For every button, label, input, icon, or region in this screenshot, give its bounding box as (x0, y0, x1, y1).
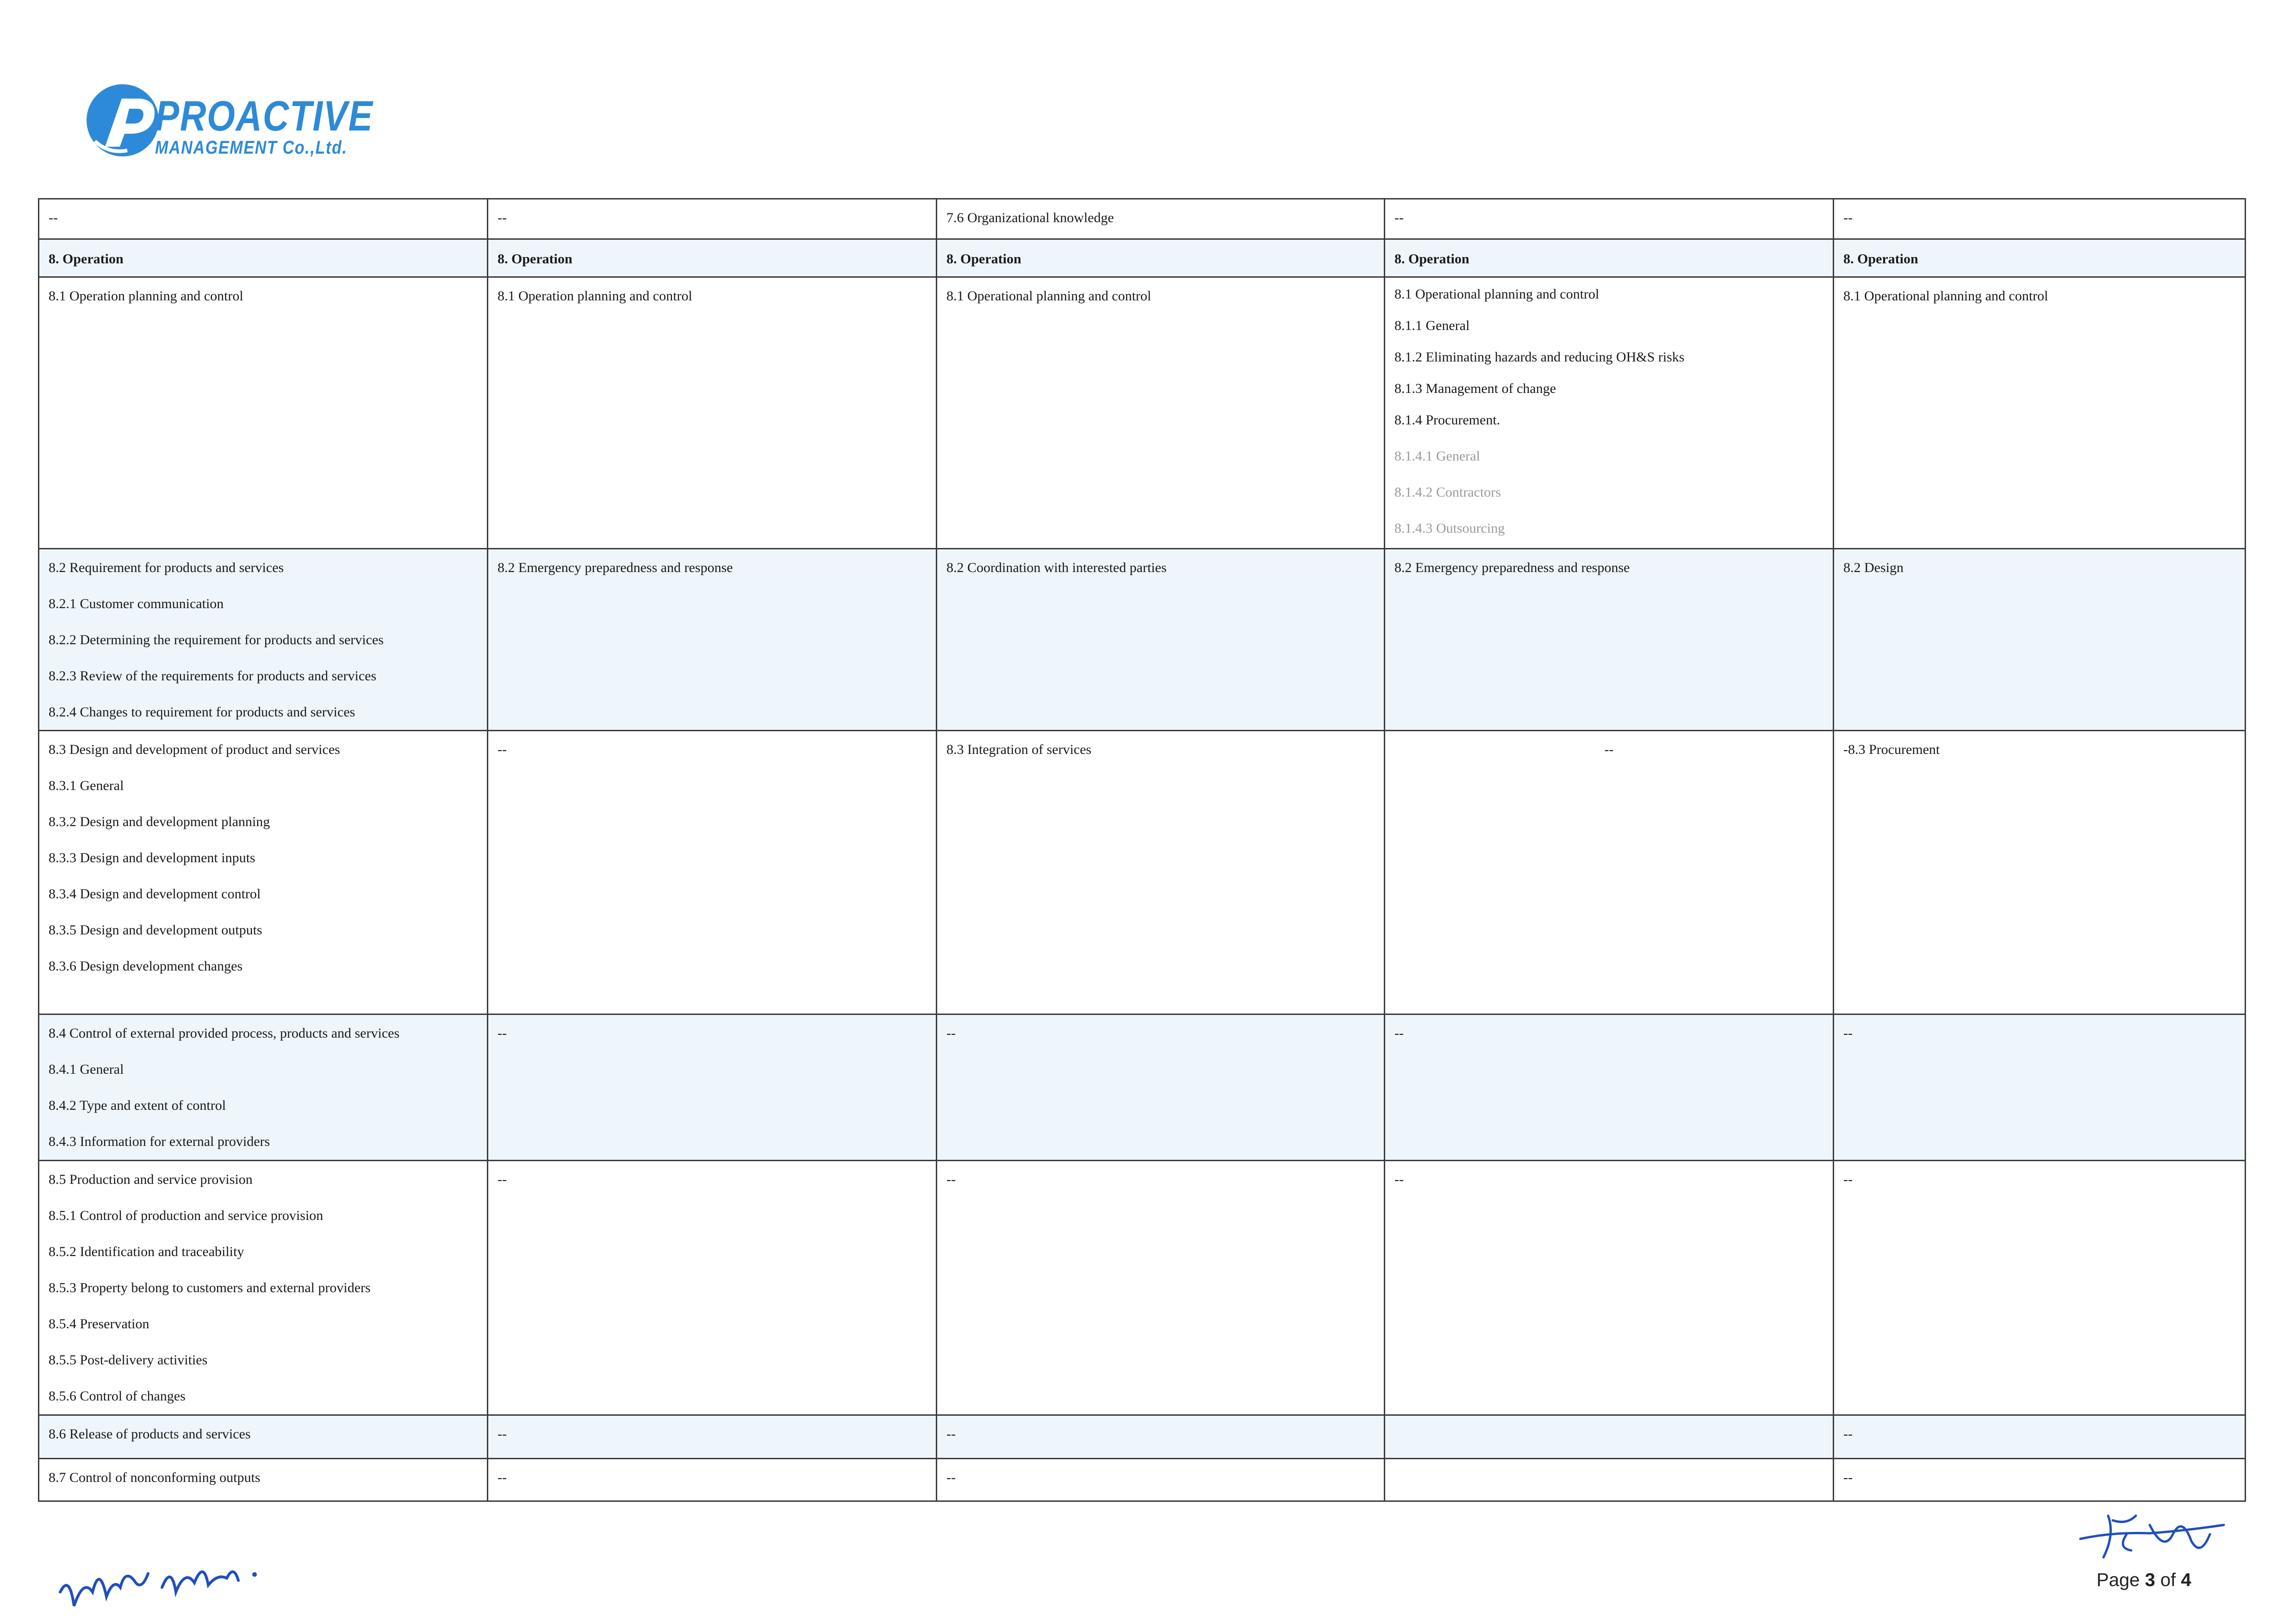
handwritten-signature-right (2071, 1506, 2238, 1567)
cell-text: 8.3.4 Design and development control (49, 886, 261, 902)
table-cell (1385, 1161, 1834, 1415)
cell-text: 8.3.5 Design and development outputs (49, 922, 262, 938)
cell-text: 8.4 Control of external provided process, products and services (49, 1026, 400, 1041)
table-cell (1385, 1014, 1834, 1161)
cell-text: -- (1843, 1426, 1853, 1442)
cell-text: -- (1394, 1172, 1404, 1187)
table-cell (1834, 549, 2246, 731)
cell-text: 8.1.4.1 General (1394, 448, 1480, 464)
cell-text: 8.3 Integration of services (946, 742, 1092, 757)
cell-text: 8.1.4.3 Outsourcing (1394, 521, 1505, 536)
cell-text: 8.5.4 Preservation (49, 1316, 149, 1332)
table-cell (488, 731, 937, 1014)
table-row (39, 549, 2246, 731)
cell-text: -- (498, 742, 507, 757)
table-row (39, 1014, 2246, 1161)
cell-text: -- (498, 1026, 507, 1041)
cell-text: 8.2 Coordination with interested parties (946, 560, 1167, 575)
cell-text: -- (1843, 1172, 1853, 1187)
table-cell (1834, 1161, 2246, 1415)
cell-text: -- (1843, 1470, 1853, 1485)
table-cell (1834, 199, 2246, 239)
table-cell (488, 549, 937, 731)
table-row-section-header (39, 239, 2246, 277)
page-number (2097, 1570, 2191, 1591)
cell-text: 8.1 Operation planning and control (49, 288, 243, 304)
cell-text: 8.2 Design (1843, 560, 1904, 575)
table-row (39, 1415, 2246, 1459)
table-cell (1385, 549, 1834, 731)
cell-text: 8.3 Design and development of product and services (49, 742, 340, 757)
table-cell (1834, 239, 2246, 277)
table-row (39, 277, 2246, 549)
page-of: of (2160, 1570, 2176, 1590)
table-cell (39, 1459, 488, 1501)
cell-text: -- (1394, 210, 1404, 225)
cell-text: 8. Operation (498, 251, 572, 267)
cell-text: 8.2 Emergency preparedness and response (498, 560, 733, 575)
cell-text: 8. Operation (1394, 251, 1469, 267)
cell-text: 8.7 Control of nonconforming outputs (49, 1470, 261, 1485)
cell-text: -- (946, 1426, 956, 1442)
cell-text: -8.3 Procurement (1843, 742, 1940, 757)
table-cell (1834, 1014, 2246, 1161)
cell-text: -- (1604, 742, 1614, 757)
page-total: 4 (2181, 1570, 2191, 1590)
cell-text: 8.4.1 General (49, 1062, 124, 1077)
table-cell (1385, 731, 1834, 1014)
table-cell (488, 1014, 937, 1161)
cell-text: 8.1 Operational planning and control (1843, 288, 2048, 304)
table-cell (937, 1459, 1385, 1501)
logo-line-2: MANAGEMENT Co.,Ltd. (155, 137, 348, 158)
handwritten-signature-left (56, 1537, 273, 1615)
cell-text: 8.2.1 Customer communication (49, 596, 224, 611)
table-row (39, 1459, 2246, 1501)
cell-text: -- (498, 210, 507, 225)
table-cell (488, 277, 937, 549)
table-cell (488, 239, 937, 277)
cell-text: 7.6 Organizational knowledge (946, 210, 1114, 225)
cell-text: -- (946, 1172, 956, 1187)
cell-text: -- (1843, 210, 1853, 225)
table-row (39, 731, 2246, 1014)
cell-text: -- (498, 1172, 507, 1187)
table-cell (1834, 731, 2246, 1014)
table-cell (1385, 199, 1834, 239)
cell-text: 8.1 Operation planning and control (498, 288, 692, 304)
table-cell (39, 731, 488, 1014)
cell-text: 8. Operation (1843, 251, 1918, 267)
cell-text: 8.1.1 General (1394, 318, 1470, 333)
cell-text: 8.3.2 Design and development planning (49, 814, 270, 829)
cell-text: 8.1.4.2 Contractors (1394, 485, 1501, 500)
table-cell (1834, 1415, 2246, 1459)
cell-text: 8.5.5 Post-delivery activities (49, 1352, 208, 1368)
table-cell (39, 199, 488, 239)
cell-text: 8.4.2 Type and extent of control (49, 1098, 226, 1113)
table-cell (937, 1161, 1385, 1415)
cell-text: 8.2.4 Changes to requirement for products and services (49, 704, 355, 720)
cell-text: -- (946, 1470, 956, 1485)
cell-text: 8.2.2 Determining the requirement for products and services (49, 632, 384, 647)
table-cell (39, 1415, 488, 1459)
logo-wordmark (155, 95, 412, 158)
table-cell (1385, 239, 1834, 277)
table-cell (39, 239, 488, 277)
page-label: Page (2097, 1570, 2140, 1590)
cell-text: 8.1.2 Eliminating hazards and reducing OH&S risks (1394, 349, 1685, 365)
table-cell (488, 1415, 937, 1459)
table-row (39, 199, 2246, 239)
cell-text: -- (498, 1470, 507, 1485)
cell-text: -- (1394, 1026, 1404, 1041)
cell-text: 8.3.3 Design and development inputs (49, 850, 255, 865)
cell-text: 8.5 Production and service provision (49, 1172, 253, 1187)
table-cell (937, 199, 1385, 239)
table-cell (488, 199, 937, 239)
table-cell (488, 1459, 937, 1501)
table-cell (1834, 1459, 2246, 1501)
cell-text: 8.5.6 Control of changes (49, 1388, 186, 1404)
table-cell (39, 277, 488, 549)
cell-text: 8.2.3 Review of the requirements for products and services (49, 668, 377, 684)
cell-text: 8.5.3 Property belong to customers and external providers (49, 1280, 371, 1295)
cell-text: 8.5.1 Control of production and service provision (49, 1208, 324, 1223)
cell-text: 8.3.1 General (49, 778, 124, 793)
table-cell (937, 1014, 1385, 1161)
cell-text: 8.1 Operational planning and control (946, 288, 1151, 304)
cell-text: 8. Operation (49, 251, 124, 267)
table-cell (488, 1161, 937, 1415)
cell-text: -- (946, 1026, 956, 1041)
table-cell (937, 239, 1385, 277)
table-cell (937, 549, 1385, 731)
table-cell (39, 1161, 488, 1415)
cell-text: 8.1.4 Procurement. (1394, 412, 1500, 428)
cell-text: -- (1843, 1026, 1853, 1041)
cell-text: 8.6 Release of products and services (49, 1426, 251, 1442)
table-cell (1834, 277, 2246, 549)
table-row (39, 1161, 2246, 1415)
page-current: 3 (2145, 1570, 2155, 1590)
clause-cross-reference-table (38, 198, 2246, 1502)
cell-text: 8.4.3 Information for external providers (49, 1134, 270, 1149)
table-cell (39, 549, 488, 731)
table-cell (937, 731, 1385, 1014)
table-cell (937, 1415, 1385, 1459)
table-cell-empty (1385, 1415, 1834, 1459)
cell-text: 8.3.6 Design development changes (49, 958, 243, 974)
cell-text: -- (498, 1426, 507, 1442)
table-cell (39, 1014, 488, 1161)
cell-text: 8.2 Emergency preparedness and response (1394, 560, 1630, 575)
table-cell-empty (1385, 1459, 1834, 1501)
cell-text: 8.5.2 Identification and traceability (49, 1244, 244, 1259)
cell-text: 8.1 Operational planning and control (1394, 286, 1599, 302)
table-cell (937, 277, 1385, 549)
cell-text: -- (49, 210, 58, 225)
cell-text: 8. Operation (946, 251, 1021, 267)
cell-text: 8.1.3 Management of change (1394, 381, 1556, 396)
logo-line-1: PROACTIVE (155, 93, 373, 140)
cell-text: 8.2 Requirement for products and services (49, 560, 284, 575)
table-cell (1385, 277, 1834, 549)
